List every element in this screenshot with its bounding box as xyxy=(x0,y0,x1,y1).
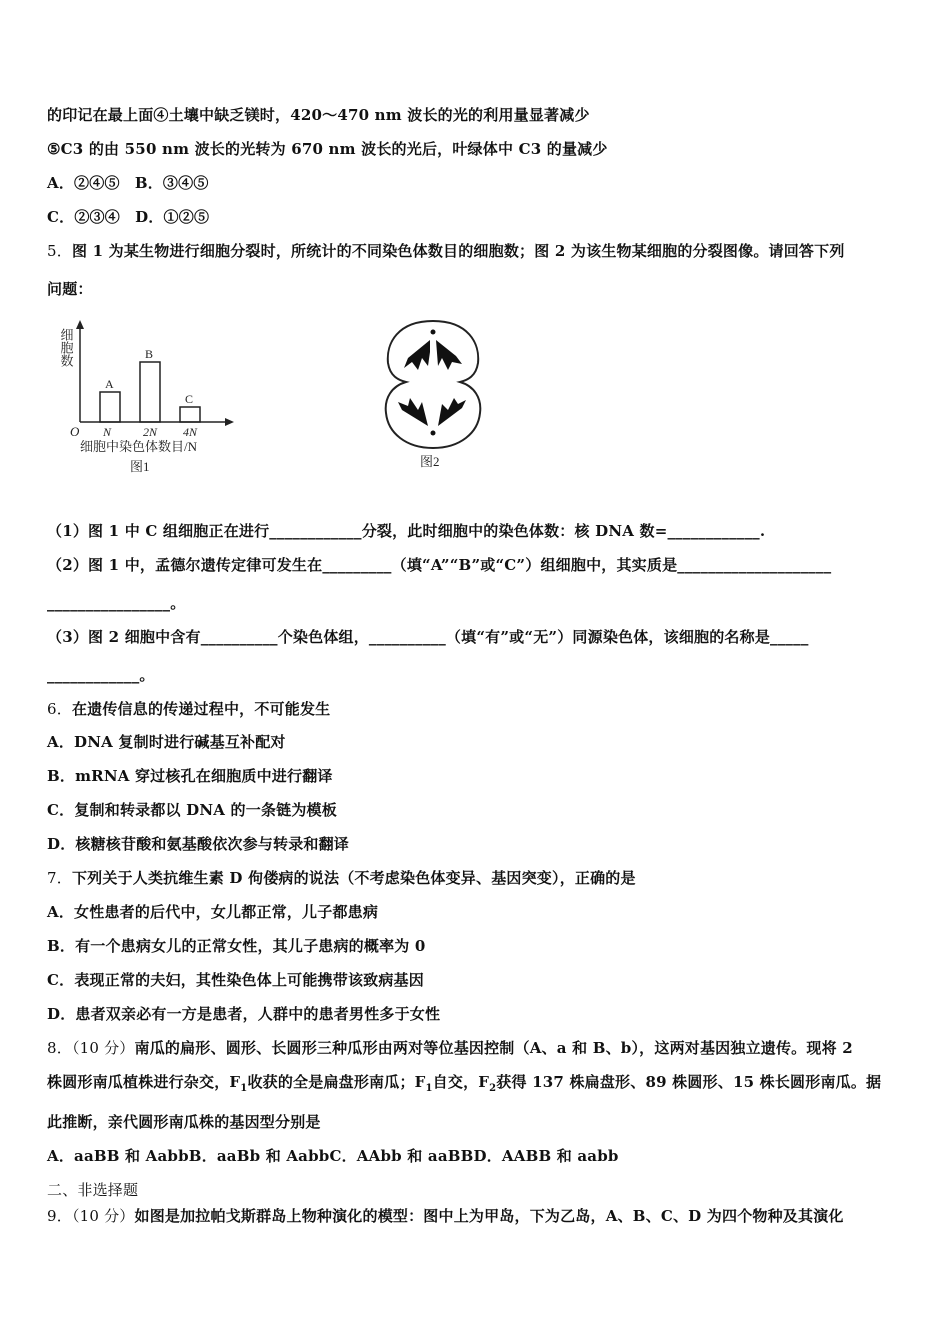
x-tick-label-4N: 4N xyxy=(183,425,198,439)
question-7-text: 下列关于人类抗维生素 D 佝偻病的说法（不考虑染色体变异、基因突变），正确的是 xyxy=(71,869,636,887)
figure-1-bar-chart xyxy=(58,318,243,480)
figure-1-caption: 图1 xyxy=(130,459,150,474)
x-tick-label-2N: 2N xyxy=(143,425,158,439)
bar-C xyxy=(180,407,200,422)
question-8-options: A．aaBB 和 AabbB．aaBb 和 AabbC．AAbb 和 aaBBD．AABB 和 aabb xyxy=(47,1147,619,1165)
question-9-stem xyxy=(47,1205,844,1226)
q8-text-part: 自交，F xyxy=(432,1073,490,1091)
bar-A xyxy=(100,392,120,422)
question-5-stem-cont: 问题： xyxy=(47,280,93,298)
question-7-option-a: A．女性患者的后代中，女儿都正常，儿子都患病 xyxy=(47,903,379,921)
q8-text-part: 收获的全是扁盘形南瓜；F xyxy=(247,1073,426,1091)
y-axis-arrow xyxy=(76,320,84,329)
question-9-number: 9．（10 分） xyxy=(47,1207,135,1225)
text-line-1: 的印记在最上面④土壤中缺乏镁时，420～470 nm 波长的光的利用量显著减少 xyxy=(47,106,590,124)
x-axis-label: 细胞中染色体数目/N xyxy=(80,439,198,454)
question-5-stem xyxy=(47,240,845,261)
section-2-heading: 二、非选择题 xyxy=(47,1181,139,1199)
question-6-option-b: B．mRNA 穿过核孔在细胞质中进行翻译 xyxy=(47,767,333,785)
lower-chromosomes xyxy=(398,398,466,436)
question-7-stem xyxy=(47,867,636,888)
q8-text-part: 株圆形南瓜植株进行杂交，F xyxy=(47,1073,241,1091)
x-axis-arrow xyxy=(225,418,234,426)
question-7-option-d: D．患者双亲必有一方是患者，人群中的患者男性多于女性 xyxy=(47,1005,441,1023)
question-6-option-a: A．DNA 复制时进行碱基互补配对 xyxy=(47,733,286,751)
question-5-part-3: （3）图 2 细胞中含有__________个染色体组，__________（填“有”或“无”）同源染色体，该细胞的名称是_____ xyxy=(47,628,809,646)
q8-sub: 1 xyxy=(425,1083,433,1094)
question-8-number: 8．（10 分） xyxy=(47,1039,135,1057)
question-6-number: 6． xyxy=(47,700,72,718)
question-6-stem xyxy=(47,698,330,719)
question-5-part-2: （2）图 1 中，孟德尔遗传定律可发生在_________（填“A”“B”或“C”）组细胞中，其实质是____________________ xyxy=(47,556,832,574)
question-6-option-d: D．核糖核苷酸和氨基酸依次参与转录和翻译 xyxy=(47,835,350,853)
question-5-part-3-cont: ____________。 xyxy=(47,666,155,684)
question-7-option-b: B．有一个患病女儿的正常女性，其儿子患病的概率为 0 xyxy=(47,937,426,955)
y-axis-label: 细胞数 xyxy=(58,328,74,367)
cell-outline xyxy=(386,321,481,448)
x-tick-label-N: N xyxy=(103,425,112,439)
bar-label-B: B xyxy=(145,347,154,361)
question-8-stem-cont-1 xyxy=(47,1071,881,1094)
bar-B xyxy=(140,362,160,422)
q8-sub: 1 xyxy=(240,1083,248,1094)
question-7-number: 7． xyxy=(47,869,72,887)
q8-text-part: 获得 137 株扁盘形、89 株圆形、15 株长圆形南瓜。据 xyxy=(496,1073,882,1091)
bar-label-C: C xyxy=(185,392,194,406)
question-8-stem-cont-2: 此推断，亲代圆形南瓜株的基因型分别是 xyxy=(47,1113,321,1131)
question-5-text: 图 1 为某生物进行细胞分裂时，所统计的不同染色体数目的细胞数；图 2 为该生物某细胞的分裂图像。请回答下列 xyxy=(71,242,845,260)
question-6-text: 在遗传信息的传递过程中，不可能发生 xyxy=(71,700,331,718)
question-5-part-2-cont: ________________。 xyxy=(47,594,186,612)
origin-label: O xyxy=(70,424,80,439)
question-8-stem xyxy=(47,1037,853,1058)
q4-options-cd: C．②③④ D．①②⑤ xyxy=(47,208,210,226)
q4-options-ab: A．②④⑤ B．③④⑤ xyxy=(47,174,209,192)
bars-group xyxy=(100,347,200,439)
question-9-text: 如图是加拉帕戈斯群岛上物种演化的模型：图中上为甲岛，下为乙岛，A、B、C、D 为四个物种及其演化 xyxy=(134,1207,844,1225)
question-5-part-1: （1）图 1 中 C 组细胞正在进行____________分裂，此时细胞中的染色体数：核 DNA 数=____________. xyxy=(47,522,766,540)
q8-sub: 2 xyxy=(489,1083,497,1094)
bar-label-A: A xyxy=(105,377,114,391)
upper-chromosomes xyxy=(404,330,462,371)
question-6-option-c: C．复制和转录都以 DNA 的一条链为模板 xyxy=(47,801,337,819)
text-line-2: ⑤C3 的由 550 nm 波长的光转为 670 nm 波长的光后，叶绿体中 C3 的量减少 xyxy=(47,140,608,158)
question-5-number: 5． xyxy=(47,242,72,260)
figure-2-dividing-cell xyxy=(378,318,488,473)
question-8-text: 南瓜的扁形、圆形、长圆形三种瓜形由两对等位基因控制（A、a 和 B、b），这两对基因独立遗传。现将 2 xyxy=(134,1039,853,1057)
question-7-option-c: C．表现正常的夫妇，其性染色体上可能携带该致病基因 xyxy=(47,971,424,989)
figure-2-caption: 图2 xyxy=(420,454,440,469)
